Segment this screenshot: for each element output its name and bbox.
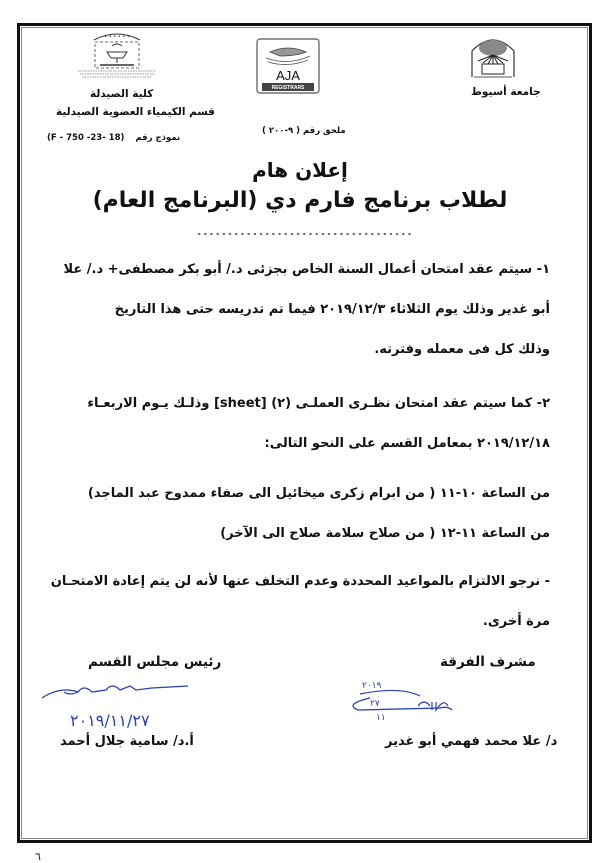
- svg-text:٢٠١٩: ٢٠١٩: [362, 681, 382, 691]
- aja-logo-text: AJA: [276, 68, 300, 83]
- supervisor-name: د/ علا محمد فهمي أبو غدير: [385, 734, 558, 749]
- appendix-label: ملحق رقم ( ٩-٢٠٠ ): [262, 126, 346, 136]
- faculty-name: كلية الصيدلة: [90, 88, 154, 100]
- decorative-dot-divider: [196, 232, 412, 236]
- form-number-value: (F - 750 -23- 18): [47, 133, 125, 143]
- svg-text:٢٧: ٢٧: [370, 699, 380, 709]
- paragraph-line: ٢- كما سيتم عقد امتحان نظـرى العملـى (٢) [sheet] وذلـك يـوم الاربعـاء: [87, 396, 550, 411]
- assiut-university-logo: [468, 33, 518, 79]
- department-head-title: رئيس مجلس القسم: [88, 654, 222, 670]
- supervisor-signature: [340, 676, 460, 728]
- schedule-line: من الساعة ١٠-١١ ( من ابرام زكرى ميخائيل الى صفاء ممدوح عبد الماجد): [87, 486, 550, 501]
- university-name: جامعة أسيوط: [471, 86, 541, 98]
- paragraph-line: مرة أخرى.: [482, 614, 550, 629]
- announcement-subtitle: لطلاب برنامج فارم دي (البرنامج العام): [92, 188, 508, 213]
- paragraph-line: ١- سيتم عقد امتحان أعمال السنة الخاص بجزئى د./ أبو بكر مصطفى+ د./ علا: [63, 262, 550, 277]
- page-number: ٦: [35, 850, 41, 863]
- paragraph-line: ٢٠١٩/١٢/١٨ بمعامل القسم على النحو التالى:: [264, 436, 550, 451]
- paragraph-line: أبو غدير وذلك يوم الثلاثاء ٢٠١٩/١٢/٣ فيما تم تدريسه حتى هذا التاريخ: [114, 302, 550, 317]
- department-head-name: أ.د/ سامية جلال أحمد: [60, 734, 194, 749]
- svg-text:١١: ١١: [376, 713, 386, 723]
- schedule-line: من الساعة ١١-١٢ ( من صلاح سلامة صلاح الى الآخر): [220, 526, 550, 541]
- announcement-title: إعلان هام: [252, 158, 348, 182]
- paragraph-line: وذلك كل فى معمله وفترته.: [374, 342, 550, 357]
- handwritten-date: ٢٠١٩/١١/٢٧: [70, 711, 150, 730]
- svg-text:• • • • • •: • • • • • •: [104, 34, 130, 40]
- department-name: قسم الكيمياء العضوية الصيدلية: [56, 106, 215, 118]
- department-head-signature: [40, 676, 200, 734]
- faculty-of-pharmacy-logo: [70, 30, 164, 78]
- aja-logo-subtext: REGISTRARS: [271, 85, 305, 91]
- supervisor-title: مشرف الفرقة: [440, 654, 536, 670]
- paragraph-line: - نرجو الالتزام بالمواعيد المحددة وعدم التخلف عنها لأنه لن يتم إعادة الامتحـان: [50, 574, 550, 589]
- form-number-label: نموذج رقم: [135, 133, 181, 143]
- form-number: [47, 133, 180, 143]
- aja-registrars-logo: [256, 38, 320, 94]
